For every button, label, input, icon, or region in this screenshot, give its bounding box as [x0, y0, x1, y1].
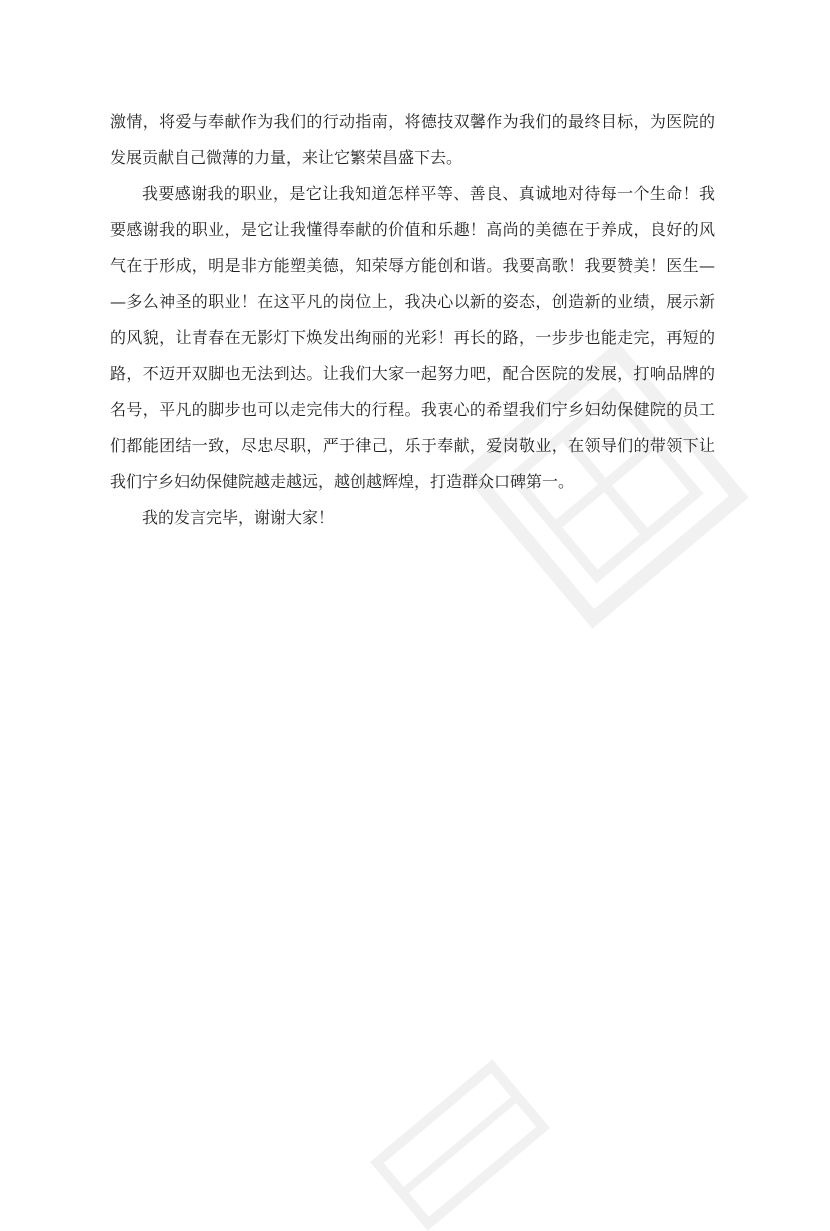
watermark-fragment-icon [370, 1059, 550, 1231]
document-body [110, 104, 715, 536]
paragraph-1: 激情，将爱与奉献作为我们的行动指南，将德技双馨作为我们的最终目标，为医院的发展贡献自己微薄的力量，来让它繁荣昌盛下去。 [110, 112, 715, 167]
paragraph-2: 我要感谢我的职业，是它让我知道怎样平等、善良、真诚地对待每一个生命！我要感谢我的职业，是它让我懂得奉献的价值和乐趣！高尚的美德在于养成，良好的风气在于形成，明是非方能塑美德，知荣辱方能创和谐。我要高歌！我要赞美！医生——多么神圣的职业！在这平凡的岗位上，我决心以新的姿态，创造新的业绩，展示新的风貌，让青春在无影灯下焕发出绚丽的光彩！再长的路，一步步也能走完，再短的路，不迈开双脚也无法到达。让我们大家一起努力吧，配合医院的发展，打响品牌的名号，平凡的脚步也可以走完伟大的行程。我衷心的希望我们宁乡妇幼保健院的员工们都能团结一致，尽忠尽职，严于律己，乐于奉献，爱岗敬业，在领导们的带领下让我们宁乡妇幼保健院越走越远，越创越辉煌，打造群众口碑第一。 [110, 184, 715, 491]
paragraph-3: 我的发言完毕，谢谢大家！ [142, 508, 335, 527]
